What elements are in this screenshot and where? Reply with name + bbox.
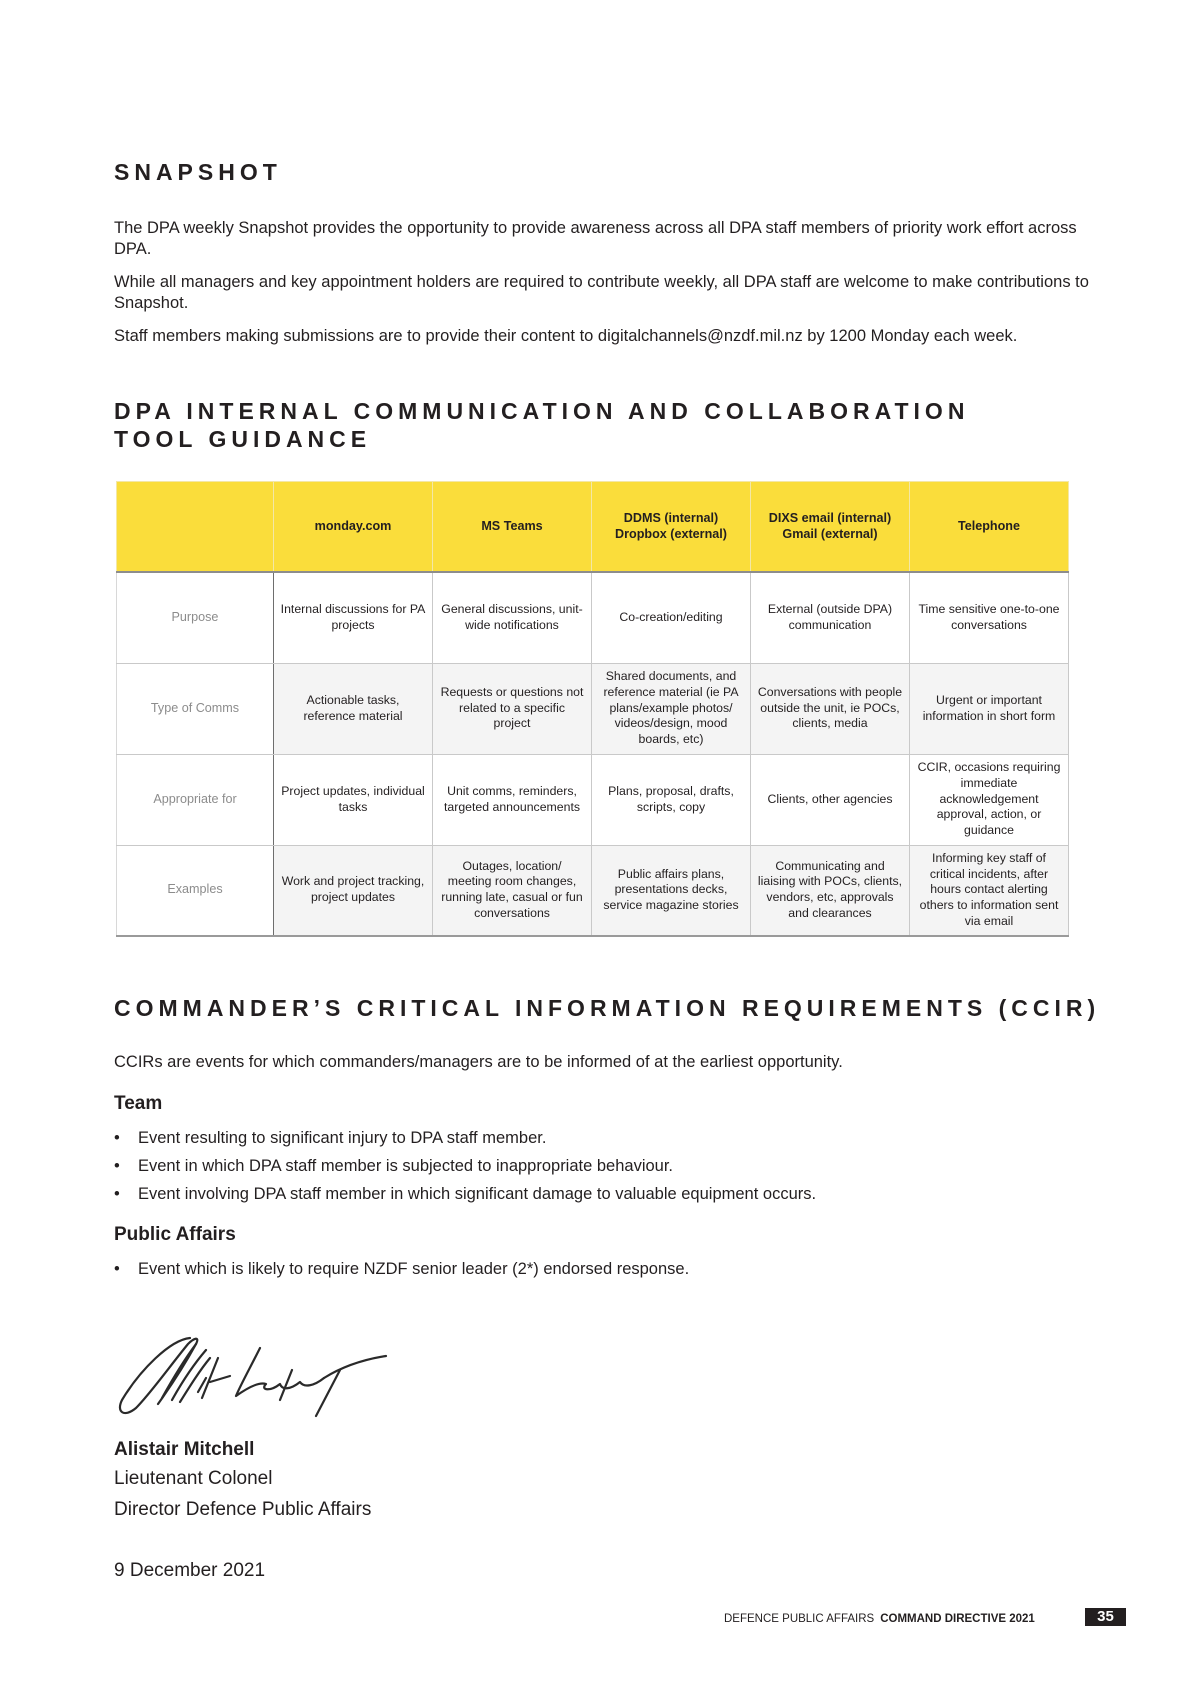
table-cell: External (outside DPA) communication [751, 572, 910, 663]
table-header-row [117, 482, 1069, 573]
column-header-label: Dropbox (external) [615, 526, 727, 541]
signature-icon [110, 1330, 400, 1420]
table-cell: Conversations with people outside the unit, ie POCs, clients, media [751, 663, 910, 754]
row-header: Purpose [117, 572, 274, 663]
table-cell: Public affairs plans, presentations decks, service magazine stories [592, 845, 751, 936]
row-header: Appropriate for [117, 754, 274, 845]
column-header-monday [274, 482, 433, 573]
list-item [114, 1128, 1114, 1149]
footer-org: DEFENCE PUBLIC AFFAIRS [724, 1613, 875, 1625]
column-header-dixs-gmail [751, 482, 910, 573]
table-cell: Actionable tasks, reference material [274, 663, 433, 754]
table-cell: Work and project tracking, project updates [274, 845, 433, 936]
signatory-rank: Lieutenant Colonel [114, 1468, 273, 1489]
list-item [114, 1184, 1114, 1205]
table-cell: Communicating and liaising with POCs, clients, vendors, etc, approvals and clearances [751, 845, 910, 936]
list-item-text: Event resulting to significant injury to DPA staff member. [138, 1129, 547, 1147]
ccir-intro: CCIRs are events for which commanders/managers are to be informed of at the earliest opportunity. [114, 1053, 843, 1071]
column-header-label: DIXS email (internal) [768, 510, 892, 525]
table-row-appropriate-for [117, 754, 1069, 845]
table-cell: Requests or questions not related to a specific project [433, 663, 592, 754]
bullet-icon: • [114, 1185, 120, 1203]
team-subheading: Team [114, 1093, 163, 1114]
table-row-type-of-comms [117, 663, 1069, 754]
table-row-examples [117, 845, 1069, 936]
tool-guidance-heading [114, 397, 1074, 453]
signoff-date: 9 December 2021 [114, 1560, 266, 1581]
list-item-text: Event involving DPA staff member in which significant damage to valuable equipment occurs. [138, 1185, 817, 1203]
column-header-label: monday.com [314, 518, 392, 533]
bullet-icon: • [114, 1129, 120, 1147]
table-cell: Plans, proposal, drafts, scripts, copy [592, 754, 751, 845]
row-header: Type of Comms [117, 663, 274, 754]
table-cell: Time sensitive one-to-one conversations [910, 572, 1069, 663]
row-header: Examples [117, 845, 274, 936]
column-header-label: MS Teams [481, 518, 543, 533]
snapshot-body [114, 218, 1094, 359]
table-cell: Clients, other agencies [751, 754, 910, 845]
snapshot-heading: SNAPSHOT [114, 159, 282, 185]
table-row-purpose [117, 572, 1069, 663]
table-cell: General discussions, unit-wide notifications [433, 572, 592, 663]
signatory-role: Director Defence Public Affairs [114, 1499, 372, 1520]
bullet-icon: • [114, 1260, 120, 1278]
table-cell: Shared documents, and reference material (ie PA plans/example photos/ videos/design, mood boards, etc) [592, 663, 751, 754]
column-header-label: Gmail (external) [782, 526, 878, 541]
list-item [114, 1156, 1114, 1177]
table-cell: Urgent or important information in short form [910, 663, 1069, 754]
table-header-empty [117, 482, 274, 573]
table-cell: CCIR, occasions requiring immediate acknowledgement approval, action, or guidance [910, 754, 1069, 845]
table-cell: Internal discussions for PA projects [274, 572, 433, 663]
list-item-text: Event in which DPA staff member is subjected to inappropriate behaviour. [138, 1157, 674, 1175]
snapshot-paragraph: While all managers and key appointment holders are required to contribute weekly, all DPA staff are welcome to make contributions to Snapshot. [114, 273, 1089, 312]
column-header-ms-teams [433, 482, 592, 573]
footer-document-title: COMMAND DIRECTIVE 2021 [880, 1613, 1035, 1625]
table-cell: Co-creation/editing [592, 572, 751, 663]
snapshot-paragraph: The DPA weekly Snapshot provides the opportunity to provide awareness across all DPA staff members of priority work effort across DPA. [114, 219, 1077, 258]
list-item [114, 1259, 1114, 1280]
page-number: 35 [1085, 1608, 1126, 1626]
tool-guidance-heading-line2: TOOL GUIDANCE [114, 426, 372, 452]
column-header-ddms-dropbox [592, 482, 751, 573]
public-affairs-list [114, 1259, 1114, 1287]
column-header-telephone [910, 482, 1069, 573]
table-cell: Unit comms, reminders, targeted announcements [433, 754, 592, 845]
public-affairs-subheading: Public Affairs [114, 1224, 236, 1245]
column-header-label: DDMS (internal) [623, 510, 719, 525]
signatory-name: Alistair Mitchell [114, 1439, 255, 1460]
table-cell: Outages, location/ meeting room changes, running late, casual or fun conversations [433, 845, 592, 936]
team-list [114, 1128, 1114, 1212]
snapshot-paragraph: Staff members making submissions are to provide their content to digitalchannels@nzdf.mil.nz by 1200 Monday each week. [114, 327, 1018, 345]
page-footer [724, 1609, 1035, 1629]
tool-guidance-heading-line1: DPA INTERNAL COMMUNICATION AND COLLABORATION [114, 398, 970, 424]
tool-guidance-table [116, 481, 1069, 937]
column-header-label: Telephone [957, 518, 1021, 533]
bullet-icon: • [114, 1157, 120, 1175]
table-cell: Project updates, individual tasks [274, 754, 433, 845]
table-cell: Informing key staff of critical incidents, after hours contact alerting others to information sent via email [910, 845, 1069, 936]
list-item-text: Event which is likely to require NZDF senior leader (2*) endorsed response. [138, 1260, 690, 1278]
ccir-heading: COMMANDER’S CRITICAL INFORMATION REQUIREMENTS (CCIR) [114, 995, 1101, 1021]
